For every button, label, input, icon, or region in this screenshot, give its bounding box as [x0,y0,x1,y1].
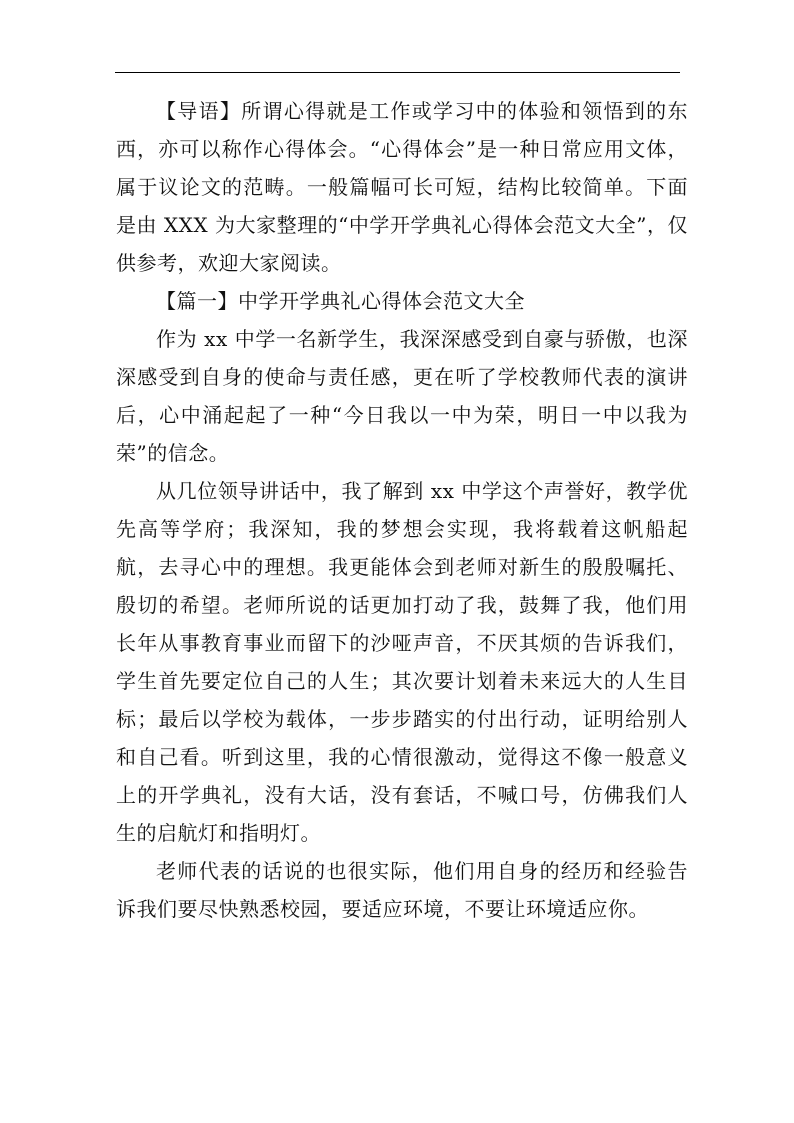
body-paragraph: 从几位领导讲话中，我了解到 xx 中学这个声誉好，教学优先高等学府；我深知，我的梦想会实现，我将载着这帆船起航，去寻心中的理想。我更能体会到老师对新生的殷殷嘱托、殷切的希望。老师所说的话更加打动了我，鼓舞了我，他们用长年从事教育事业而留下的沙哑声音，不厌其烦的告诉我们，学生首先要定位自己的人生；其次要计划着未来远大的人生目标；最后以学校为载体，一步步踏实的付出行动，证明给别人和自己看。听到这里，我的心情很激动，觉得这不像一般意义上的开学典礼，没有大话，没有套话，不喊口号，仿佛我们人生的启航灯和指明灯。 [116,479,688,845]
document-body [116,92,688,928]
body-paragraph: 作为 xx 中学一名新学生，我深深感受到自豪与骄傲，也深深感受到自身的使命与责任感，更在听了学校教师代表的演讲后，心中涌起起了一种“今日我以一中为荣，明日一中以我为荣”的信念。 [116,327,688,465]
body-paragraph: 老师代表的话说的也很实际，他们用自身的经历和经验告诉我们要尽快熟悉校园，要适应环境，不要让环境适应你。 [116,859,688,921]
intro-paragraph: 【导语】所谓心得就是工作或学习中的体验和领悟到的东西，亦可以称作心得体会。“心得体会”是一种日常应用文体，属于议论文的范畴。一般篇幅可长可短，结构比较简单。下面是由 XXX 为大家整理的“中学开学典礼心得体会范文大全”，仅供参考，欢迎大家阅读。 [116,99,688,275]
section-heading: 【篇一】中学开学典礼心得体会范文大全 [156,289,525,313]
header-rule [115,72,680,73]
